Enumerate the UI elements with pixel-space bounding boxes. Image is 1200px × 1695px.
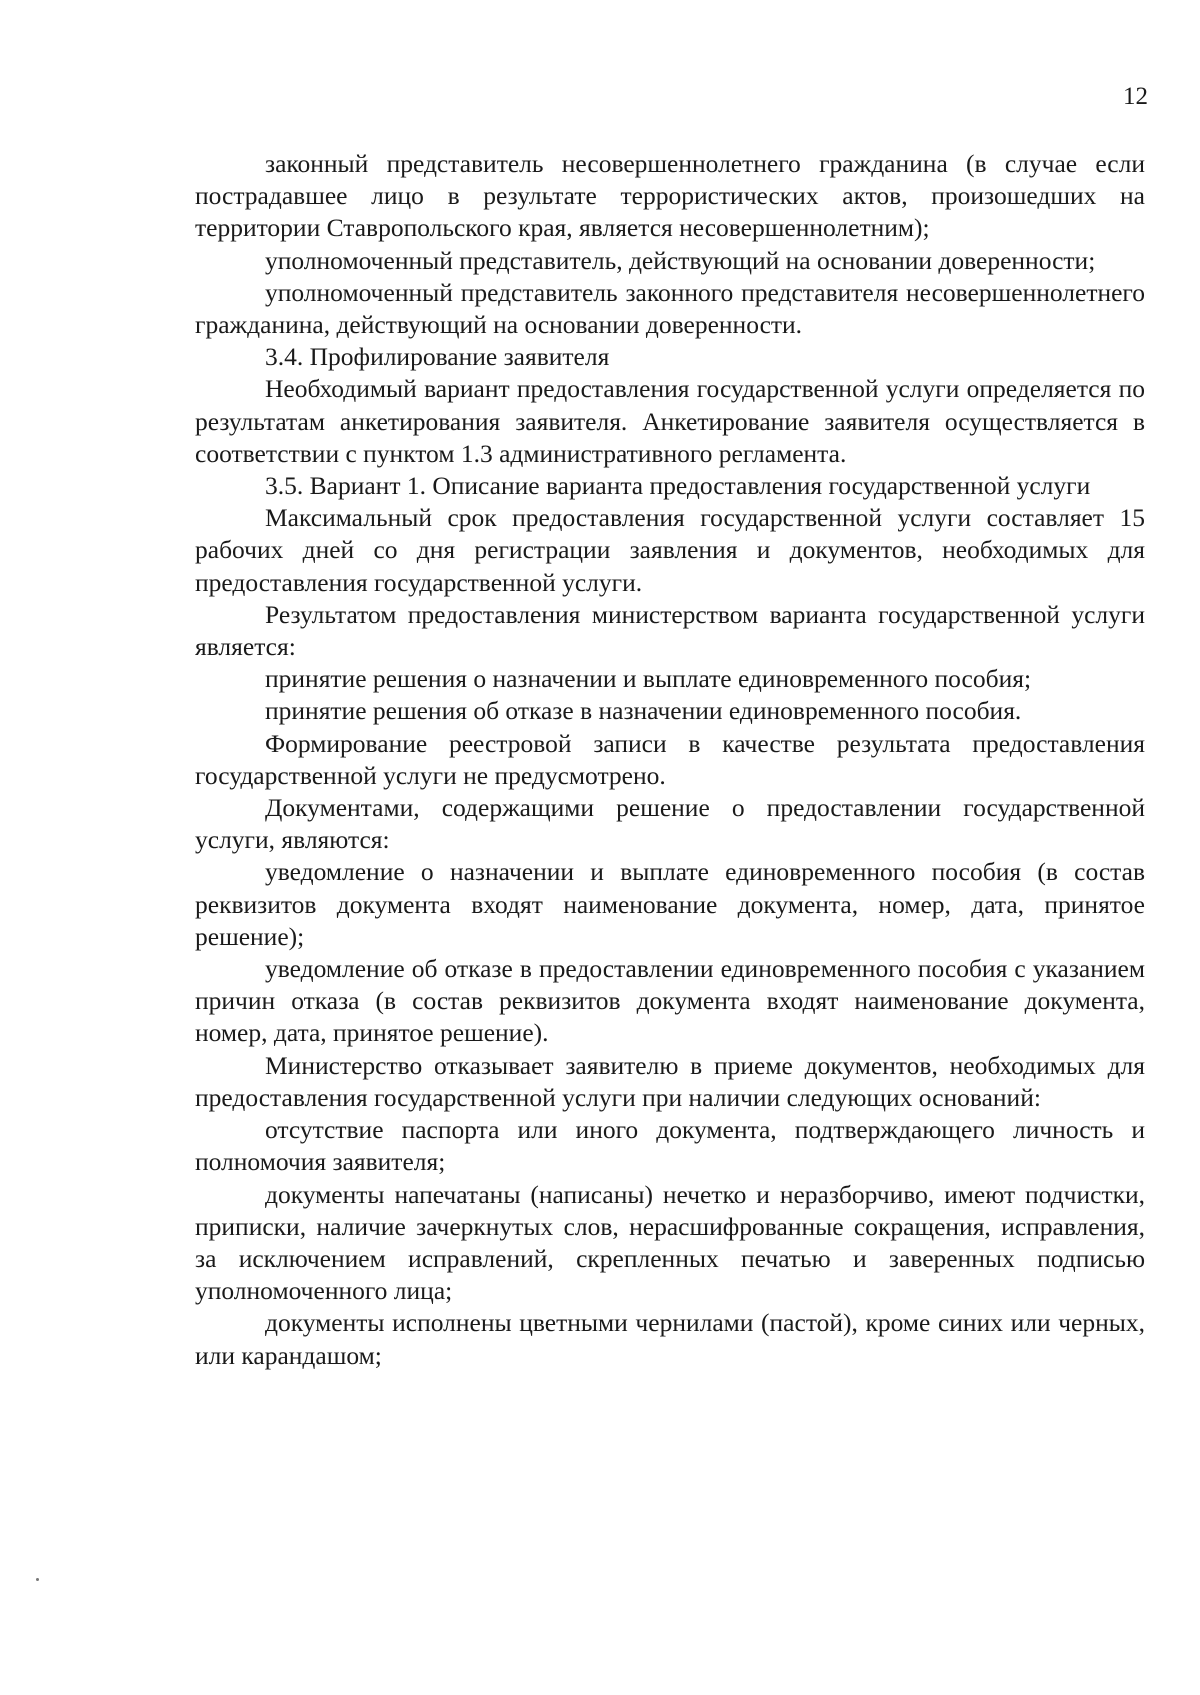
list-item-decision-refuse: принятие решения об отказе в назначении единовременного пособия. [265,696,1022,726]
paragraph-registry-record: Формирование реестровой записи в качестве результата предоставления государственной услуги не предусмотрено. [195,728,1145,790]
list-item-notice-grant: уведомление о назначении и выплате единовременного пособия (в состав реквизитов документа входят наименование документа, номер, дата, принятое решение); [195,857,1145,951]
page-number: 12 [1123,83,1148,110]
list-item-notice-refuse: уведомление об отказе в предоставлении единовременного пособия с указанием причин отказа (в состав реквизитов документа входят наименование документа, номер, дата, принятое решение). [195,954,1145,1048]
paragraph-authorized-representative: уполномоченный представитель, действующий на основании доверенности; [265,245,1096,275]
list-item-decision-grant: принятие решения о назначении и выплате единовременного пособия; [265,664,1032,694]
paragraph-legal-representative: законный представитель несовершеннолетнего гражданина (в случае если пострадавшее лицо в результате террористических актов, произошедших на территории Ставропольского края, является несовершеннолетним); [195,149,1145,243]
section-heading-3-5: 3.5. Вариант 1. Описание варианта предоставления государственной услуги [265,471,1091,501]
paragraph-max-term: Максимальный срок предоставления государственной услуги составляет 15 рабочих дней со дня регистрации заявления и документов, необходимых для предоставления государственной услуги. [195,503,1145,597]
paragraph-documents-intro: Документами, содержащими решение о предоставлении государственной услуги, являются: [195,793,1145,855]
document-body [195,148,1145,1372]
paragraph-representative-of-legal-representative: уполномоченный представитель законного представителя несовершеннолетнего гражданина, действующий на основании доверенности. [195,277,1145,340]
list-item-colored-ink: документы исполнены цветными чернилами (пастой), кроме синих или черных, или карандашом; [195,1308,1145,1370]
list-item-no-passport: отсутствие паспорта или иного документа, подтверждающего личность и полномочия заявителя; [195,1115,1145,1177]
section-heading-3-4: 3.4. Профилирование заявителя [265,342,610,372]
scan-speck [36,1578,39,1581]
list-item-illegible-documents: документы напечатаны (написаны) нечетко и неразборчиво, имеют подчистки, приписки, наличие зачеркнутых слов, нерасшифрованные сокращения, исправления, за исключением исправлений, скрепленных печатью и заверенных подписью уполномоченного лица; [195,1179,1145,1306]
paragraph-result-intro: Результатом предоставления министерством варианта государственной услуги является: [195,599,1145,662]
paragraph-refusal-grounds-intro: Министерство отказывает заявителю в приеме документов, необходимых для предоставления государственной услуги при наличии следующих оснований: [195,1050,1145,1112]
paragraph-profiling: Необходимый вариант предоставления государственной услуги определяется по результатам анкетирования заявителя. Анкетирование заявителя осуществляется в соответствии с пунктом 1.3 административного регламента. [195,374,1145,468]
